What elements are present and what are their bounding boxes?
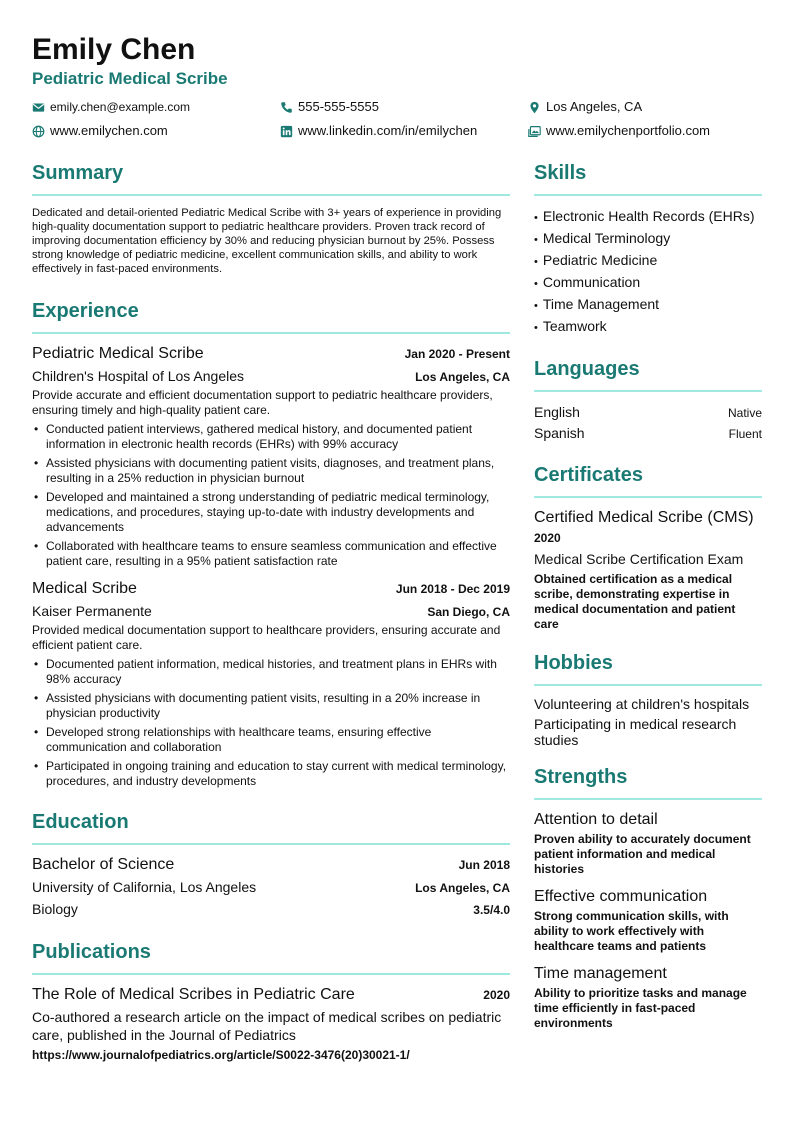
hobby-item: Participating in medical research studies bbox=[534, 716, 737, 748]
language-level: Fluent bbox=[728, 427, 762, 441]
strengths-section bbox=[534, 764, 762, 1031]
contact-location bbox=[528, 98, 762, 116]
job-title: Medical Scribe bbox=[32, 580, 137, 597]
hobbies-section bbox=[534, 650, 762, 748]
education-degree: Bachelor of Science bbox=[32, 856, 175, 873]
portfolio-icon bbox=[528, 125, 541, 138]
strength-description: Strong communication skills, with ability to work effectively with healthcare teams and patients bbox=[534, 909, 729, 953]
section-title-summary: Summary bbox=[32, 162, 124, 184]
contact-block bbox=[32, 98, 762, 140]
bullet-item: • Developed and maintained a strong understanding of pediatric medical terminology, medications, and procedures, staying up-to-date with industry developments and advancements bbox=[32, 490, 510, 535]
section-divider bbox=[32, 843, 510, 845]
email-text: emily.chen@example.com bbox=[50, 100, 191, 114]
section-title-education: Education bbox=[32, 811, 129, 833]
job-description: Provide accurate and efficient documentation support to pediatric healthcare providers, ensuring timely and high-quality patient care. bbox=[32, 388, 493, 417]
job-entry bbox=[32, 579, 510, 789]
publication-description: Co-authored a research article on the impact of medical scribes on pediatric care, published in the Journal of Pediatrics bbox=[32, 1009, 502, 1043]
bullet-item: • Assisted physicians with documenting patient visits, diagnoses, and treatment plans, resulting in a 25% reduction in physician burnout bbox=[32, 456, 510, 486]
certificates-section bbox=[534, 462, 762, 632]
section-divider bbox=[534, 390, 762, 392]
strength-description: Ability to prioritize tasks and manage time efficiently in fast-paced environments bbox=[534, 986, 747, 1030]
section-divider bbox=[32, 332, 510, 334]
contact-phone[interactable] bbox=[280, 98, 528, 116]
candidate-name: Emily Chen bbox=[32, 33, 196, 66]
experience-section bbox=[32, 298, 510, 789]
section-title-skills: Skills bbox=[534, 162, 587, 184]
section-divider bbox=[534, 194, 762, 196]
bullet-item: • Documented patient information, medical histories, and treatment plans in EHRs with 98% accuracy bbox=[32, 657, 510, 687]
education-section bbox=[32, 809, 510, 919]
contact-email[interactable] bbox=[32, 98, 280, 116]
education-gpa: 3.5/4.0 bbox=[473, 903, 510, 917]
job-date: Jan 2020 - Present bbox=[404, 347, 510, 361]
publication-title: The Role of Medical Scribes in Pediatric Care bbox=[32, 986, 355, 1003]
contact-portfolio[interactable] bbox=[528, 122, 762, 140]
job-title: Pediatric Medical Scribe bbox=[32, 345, 204, 362]
language-name: Spanish bbox=[534, 425, 585, 441]
education-field: Biology bbox=[32, 901, 78, 917]
strength-item bbox=[534, 887, 762, 954]
location-text: Los Angeles, CA bbox=[546, 99, 643, 114]
certificate-year: 2020 bbox=[534, 531, 561, 545]
strength-title: Effective communication bbox=[534, 888, 708, 905]
section-divider bbox=[534, 684, 762, 686]
language-name: English bbox=[534, 404, 580, 420]
publication-link[interactable]: https://www.journalofpediatrics.org/article/S0022-3476(20)30021-1/ bbox=[32, 1048, 410, 1062]
section-divider bbox=[534, 496, 762, 498]
certificate-title: Medical Scribe Certification Exam bbox=[534, 551, 744, 567]
publications-section bbox=[32, 939, 510, 1063]
globe-icon bbox=[32, 125, 45, 138]
section-divider bbox=[32, 973, 510, 975]
job-bullets bbox=[32, 422, 510, 569]
language-item bbox=[534, 402, 762, 423]
certificate-description: Obtained certification as a medical scribe, demonstrating expertise in medical documentation and patient care bbox=[534, 572, 736, 631]
education-location: Los Angeles, CA bbox=[415, 881, 510, 895]
strength-item bbox=[534, 964, 762, 1031]
education-date: Jun 2018 bbox=[458, 858, 510, 872]
skill-item: • Pediatric Medicine bbox=[534, 252, 658, 268]
summary-section bbox=[32, 160, 510, 276]
skill-item: • Communication bbox=[534, 274, 641, 290]
section-title-certificates: Certificates bbox=[534, 464, 643, 486]
candidate-role: Pediatric Medical Scribe bbox=[32, 69, 228, 88]
bullet-item: • Conducted patient interviews, gathered medical history, and documented patient information in electronic health records (EHRs) with 99% accuracy bbox=[32, 422, 510, 452]
job-date: Jun 2018 - Dec 2019 bbox=[395, 582, 510, 596]
contact-linkedin[interactable] bbox=[280, 122, 528, 140]
language-item bbox=[534, 423, 762, 444]
bullet-item: • Participated in ongoing training and education to stay current with medical terminology, procedures, and industry developments bbox=[32, 759, 510, 789]
section-title-publications: Publications bbox=[32, 941, 151, 963]
right-column bbox=[534, 160, 762, 1031]
bullet-item: • Assisted physicians with documenting patient visits, resulting in a 20% increase in physician productivity bbox=[32, 691, 510, 721]
job-entry bbox=[32, 344, 510, 569]
linkedin-icon bbox=[280, 125, 293, 138]
bullet-item: • Collaborated with healthcare teams to ensure seamless communication and effective patient care, resulting in a 95% patient satisfaction rate bbox=[32, 539, 510, 569]
contact-website[interactable] bbox=[32, 122, 280, 140]
bullet-item: • Developed strong relationships with healthcare teams, ensuring effective communication and collaboration bbox=[32, 725, 510, 755]
hobby-item: Volunteering at children's hospitals bbox=[534, 696, 750, 712]
job-location: Los Angeles, CA bbox=[415, 370, 510, 384]
left-column bbox=[32, 160, 510, 1063]
strength-item bbox=[534, 810, 762, 877]
linkedin-text: www.linkedin.com/in/emilychen bbox=[298, 123, 478, 138]
resume-page bbox=[32, 32, 762, 1092]
skills-section bbox=[534, 160, 762, 338]
job-company: Kaiser Permanente bbox=[32, 603, 152, 619]
languages-section bbox=[534, 356, 762, 444]
section-title-experience: Experience bbox=[32, 300, 139, 322]
website-text: www.emilychen.com bbox=[50, 123, 168, 138]
summary-text: Dedicated and detail-oriented Pediatric Medical Scribe with 3+ years of experience in providing high-quality documentation support to pediatric healthcare providers. Proven track record of improving documentation efficiency by 30% and reducing physician burnout by 25%. Possess strong knowledge of pediatric medicine, excellent communication skills, and ability to work effectively in fast-paced environments. bbox=[32, 207, 502, 275]
skill-item: • Electronic Health Records (EHRs) bbox=[534, 208, 755, 224]
language-level: Native bbox=[727, 406, 762, 420]
phone-icon bbox=[280, 101, 293, 114]
skill-item: • Time Management bbox=[534, 296, 660, 312]
job-company: Children's Hospital of Los Angeles bbox=[32, 368, 245, 384]
strength-title: Time management bbox=[534, 965, 667, 982]
section-title-hobbies: Hobbies bbox=[534, 652, 613, 674]
skill-item: • Medical Terminology bbox=[534, 230, 671, 246]
section-divider bbox=[32, 194, 510, 196]
section-title-languages: Languages bbox=[534, 358, 640, 380]
phone-text: 555-555-5555 bbox=[298, 99, 379, 114]
section-divider bbox=[534, 798, 762, 800]
job-description: Provided medical documentation support to healthcare providers, ensuring accurate and efficient patient care. bbox=[32, 623, 501, 652]
publication-year: 2020 bbox=[483, 988, 510, 1002]
strength-title: Attention to detail bbox=[534, 811, 658, 828]
strength-description: Proven ability to accurately document patient information and medical histories bbox=[534, 832, 751, 876]
portfolio-text: www.emilychenportfolio.com bbox=[546, 123, 711, 138]
section-title-strengths: Strengths bbox=[534, 766, 628, 788]
location-pin-icon bbox=[528, 101, 541, 114]
skill-item: • Teamwork bbox=[534, 318, 607, 334]
education-school: University of California, Los Angeles bbox=[32, 879, 257, 895]
certificate-title: Certified Medical Scribe (CMS) bbox=[534, 509, 754, 526]
job-bullets bbox=[32, 657, 510, 789]
email-icon bbox=[32, 101, 45, 114]
job-location: San Diego, CA bbox=[427, 605, 510, 619]
